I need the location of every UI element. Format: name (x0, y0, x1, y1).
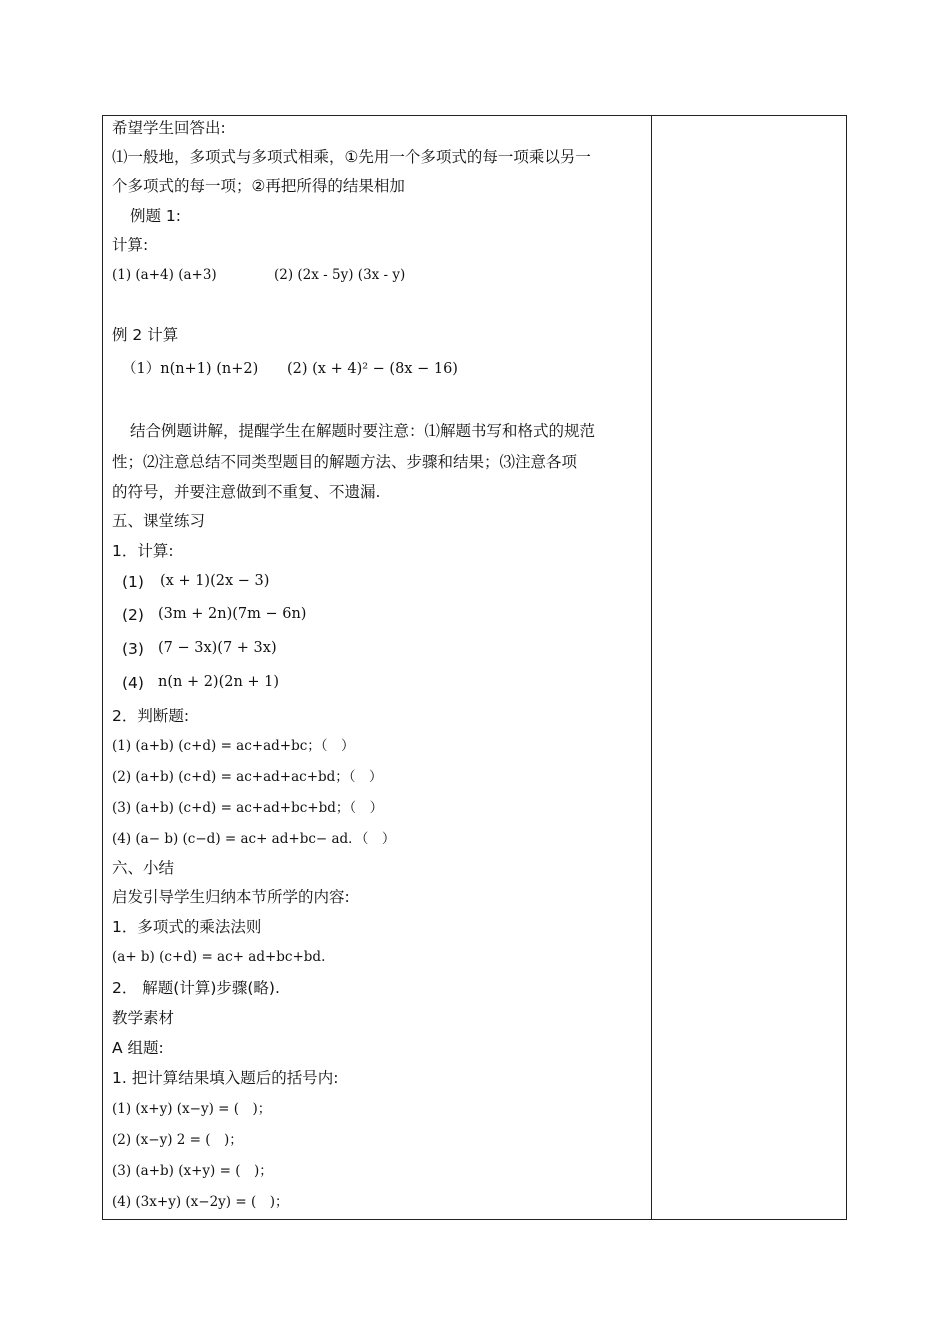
rule-line-1: ⑴一般地，多项式与多项式相乘，①先用一个多项式的每一项乘以另一 (112, 148, 591, 166)
practice-q1-expr-1: (x + 1)(2x − 3) (160, 573, 270, 589)
practice-q1-title: 1．计算: (112, 542, 174, 560)
summary-formula: (a+ b) (c+d) = ac+ ad+bc+bd. (112, 949, 326, 965)
summary-item-1: 1．多项式的乘法法则 (112, 918, 262, 936)
practice-q1-num-3: (3) (122, 640, 144, 658)
answer-lead: 希望学生回答出: (112, 119, 226, 137)
example1-problem-2: (2) (2x - 5y) (3x - y) (274, 267, 406, 283)
example1-title: 例题 1: (130, 207, 182, 225)
materials-item-2: (2) (x−y) 2 = ( )； (112, 1132, 243, 1148)
practice-q2-item-3: (3) (a+b) (c+d) = ac+ad+bc+bd；（ ） (112, 800, 384, 816)
materials-item-1: (1) (x+y) (x−y) = ( )； (112, 1101, 272, 1117)
example2-title: 例 2 计算 (112, 326, 179, 344)
practice-q1-expr-3: (7 − 3x)(7 + 3x) (158, 640, 277, 656)
notes-line-2: 性；⑵注意总结不同类型题目的解题方法、步骤和结果；⑶注意各项 (112, 453, 578, 471)
notes-line-1: 结合例题讲解，提醒学生在解题时要注意：⑴解题书写和格式的规范 (130, 422, 596, 440)
practice-q1-num-4: (4) (122, 674, 144, 692)
summary-item-2: 2． 解题(计算)步骤(略). (112, 979, 280, 997)
example1-problem-1: (1) (a+4) (a+3) (112, 267, 217, 283)
rule-line-2: 个多项式的每一项；②再把所得的结果相加 (112, 177, 405, 195)
practice-q1-num-2: (2) (122, 606, 144, 624)
practice-q1-expr-4: n(n + 2)(2n + 1) (158, 674, 280, 690)
materials-item-3: (3) (a+b) (x+y) = ( )； (112, 1163, 273, 1179)
materials-item-4: (4) (3x+y) (x−2y) = ( )； (112, 1194, 289, 1210)
practice-q2-item-4: (4) (a− b) (c−d) = ac+ ad+bc− ad．（ ） (112, 831, 396, 847)
materials-heading: 教学素材 (112, 1009, 175, 1027)
example2-problem-2: (2) (x + 4)² − (8x − 16) (287, 361, 458, 377)
notes-line-3: 的符号，并要注意做到不重复、不遗漏. (112, 483, 381, 501)
practice-q1-num-1: (1) (122, 573, 144, 591)
column-divider (651, 116, 652, 1219)
lesson-table (102, 115, 847, 1220)
summary-heading: 六、小结 (112, 859, 175, 877)
practice-q2-item-2: (2) (a+b) (c+d) = ac+ad+ac+bd；（ ） (112, 769, 383, 785)
materials-group: A 组题: (112, 1039, 164, 1057)
practice-heading: 五、课堂练习 (112, 512, 206, 530)
example1-compute: 计算: (112, 236, 149, 254)
example2-problem-1: （1）n(n+1) (n+2) (122, 361, 259, 377)
materials-question-title: 1. 把计算结果填入题后的括号内: (112, 1069, 339, 1087)
practice-q2-item-1: (1) (a+b) (c+d) = ac+ad+bc；（ ） (112, 738, 355, 754)
practice-q2-title: 2．判断题: (112, 707, 190, 725)
summary-lead: 启发引导学生归纳本节所学的内容: (112, 888, 350, 906)
practice-q1-expr-2: (3m + 2n)(7m − 6n) (158, 606, 307, 622)
